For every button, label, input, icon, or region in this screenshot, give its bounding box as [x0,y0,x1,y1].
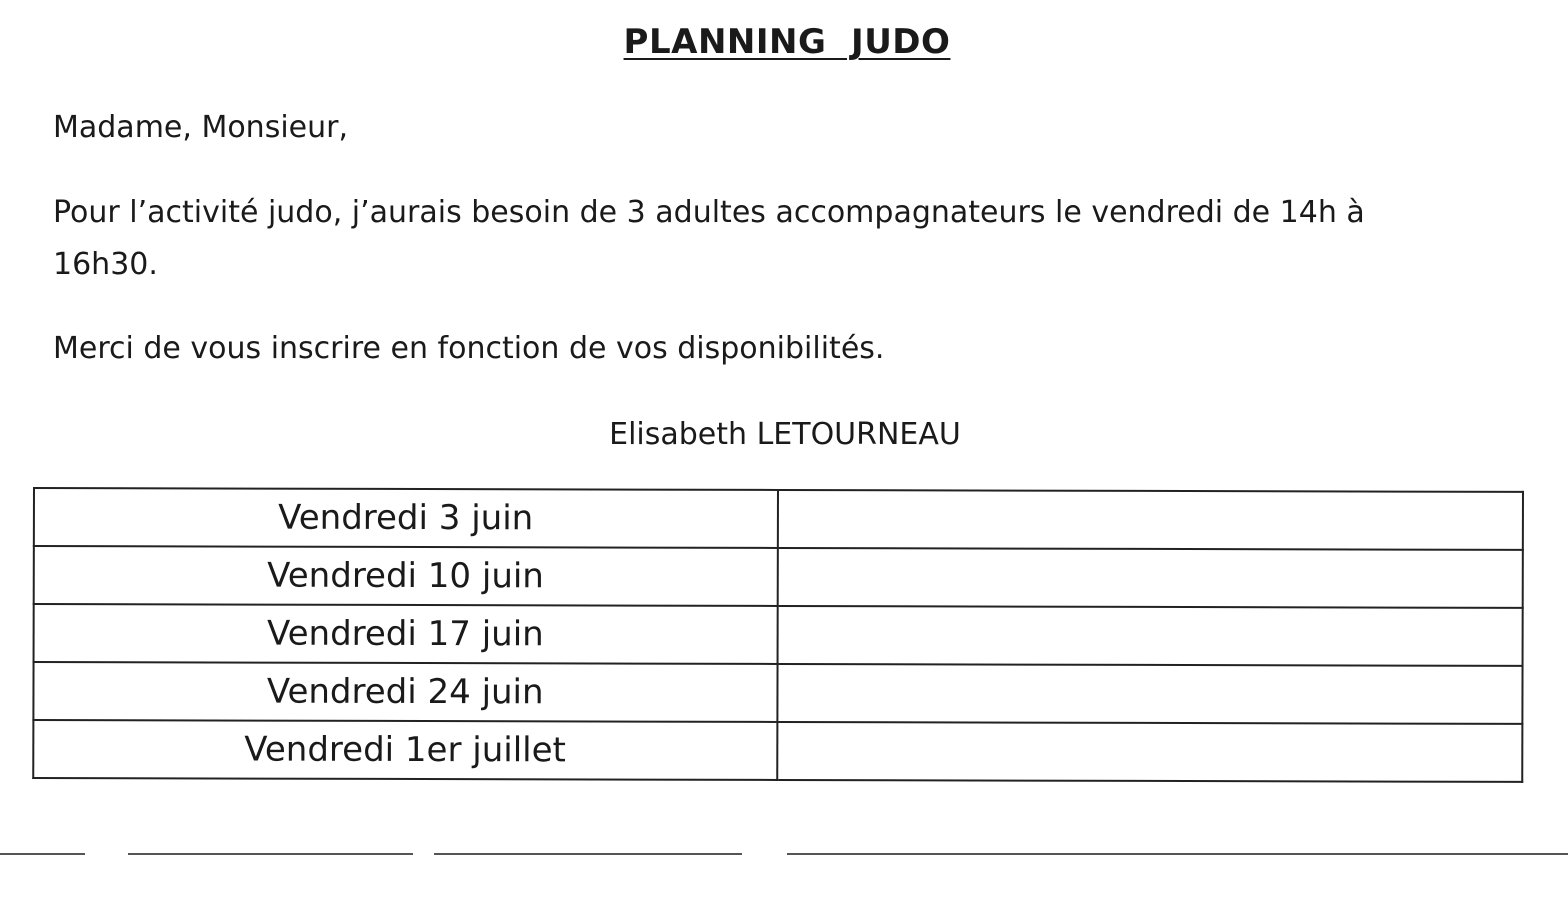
signup-cell[interactable] [777,490,1523,550]
body-text-line-1: Pour l’activité judo, j’aurais besoin de 3 adultes accompagnateurs le vendredi de 14h à [53,195,1365,230]
signup-request: Merci de vous inscrire en fonction de vos disponibilités. [53,331,885,366]
date-cell: Vendredi 17 juin [34,604,778,664]
cut-line-segment [0,853,85,855]
body-text-line-2: 16h30. [53,247,158,282]
signature: Elisabeth LETOURNEAU [609,417,961,452]
table-row [34,488,1523,550]
cut-line-segment [787,853,1568,855]
table-row [34,604,1523,666]
date-cell: Vendredi 1er juillet [33,720,777,780]
salutation: Madame, Monsieur, [53,110,349,145]
signup-cell[interactable] [777,664,1523,724]
date-cell: Vendredi 24 juin [33,662,777,722]
signup-cell[interactable] [777,606,1523,666]
signup-cell[interactable] [777,722,1523,782]
cut-line-segment [128,853,413,855]
table-row [34,546,1523,608]
table-row [33,720,1522,782]
date-cell: Vendredi 3 juin [34,488,778,548]
table-row [33,662,1522,724]
signup-cell[interactable] [777,548,1523,608]
cut-line-segment [434,853,742,855]
planning-table [32,487,1524,783]
document-title: PLANNING JUDO [623,22,951,62]
date-cell: Vendredi 10 juin [34,546,778,606]
